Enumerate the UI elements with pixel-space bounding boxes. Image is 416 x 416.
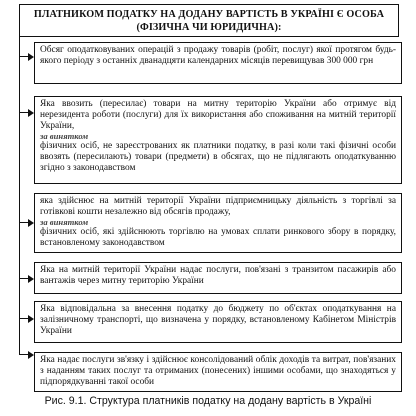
diagram-header (19, 4, 399, 37)
header-line-1: ПЛАТНИКОМ ПОДАТКУ НА ДОДАНУ ВАРТІСТЬ В УКРАЇНІ Є ОСОБА (33, 9, 385, 20)
connector-arrow-1 (20, 56, 28, 57)
payer-box-communications (34, 352, 402, 392)
connector-arrow-2 (20, 112, 28, 113)
connector-arrow-4 (20, 278, 28, 279)
box-exception-text: фізичних осіб, які здійснюють торгівлю на умовах сплати ринкового збору в порядку, встановленому законодавством (40, 226, 396, 248)
payer-box-import (34, 96, 402, 184)
payer-box-cash-trade (34, 193, 402, 253)
box-text: Яка відповідальна за внесення податку до бюджету по об'єктах оподаткування на залізничному транспорті, що визначена у порядку, встановленому Кабінетом Міністрів України (40, 304, 396, 336)
exception-label: за винятком (40, 216, 89, 227)
connector-arrow-5 (20, 318, 28, 319)
header-line-2: (ФІЗИЧНА ЧИ ЮРИДИЧНА): (136, 22, 282, 33)
connector-spine (19, 37, 20, 355)
box-text: Яка ввозить (пересилає) товари на митну територію України або отримує від нерезидента роботи (послуги) для їх використання або споживання на митній території України, (40, 99, 396, 131)
exception-label: за винятком (40, 130, 89, 141)
connector-arrow-6 (20, 354, 28, 355)
box-text: Обсяг оподатковуваних операцій з продажу товарів (робіт, послуг) якої протягом будь-якого періоду з останніх дванадцяти календарних місяців перевищував 300 000 грн (40, 45, 396, 66)
box-exception-text: фізичних осіб, не зареєстрованих як платники податку, в разі коли такі фізичні особи ввозять (пересилають) товари (предмети) в обсягах, що не підлягають оподаткуванню згідно з законодавством (40, 140, 396, 173)
box-text: Яка надає послуги зв'язку і здійснює консолідований облік доходів та витрат, пов'язаних з наданням таких послуг та отриманих (понесених) іншими особами, що знаходяться у підпорядкуванні такої особи (40, 355, 396, 387)
payer-box-railway (34, 301, 402, 343)
payer-box-transit (34, 262, 402, 294)
payer-box-turnover (34, 42, 402, 84)
connector-arrow-3 (20, 222, 28, 223)
figure-caption: Рис. 9.1. Структура платників податку на додану вартість в Україні (44, 395, 372, 407)
box-text: Яка на митній території України надає послуги, пов'язані з транзитом пасажирів або вантажів через митну територію України (40, 265, 396, 286)
box-text: яка здійснює на митній території України підприємницьку діяльність з торгівлі за готівкові кошти незалежно від обсягів продажу, (40, 196, 396, 217)
